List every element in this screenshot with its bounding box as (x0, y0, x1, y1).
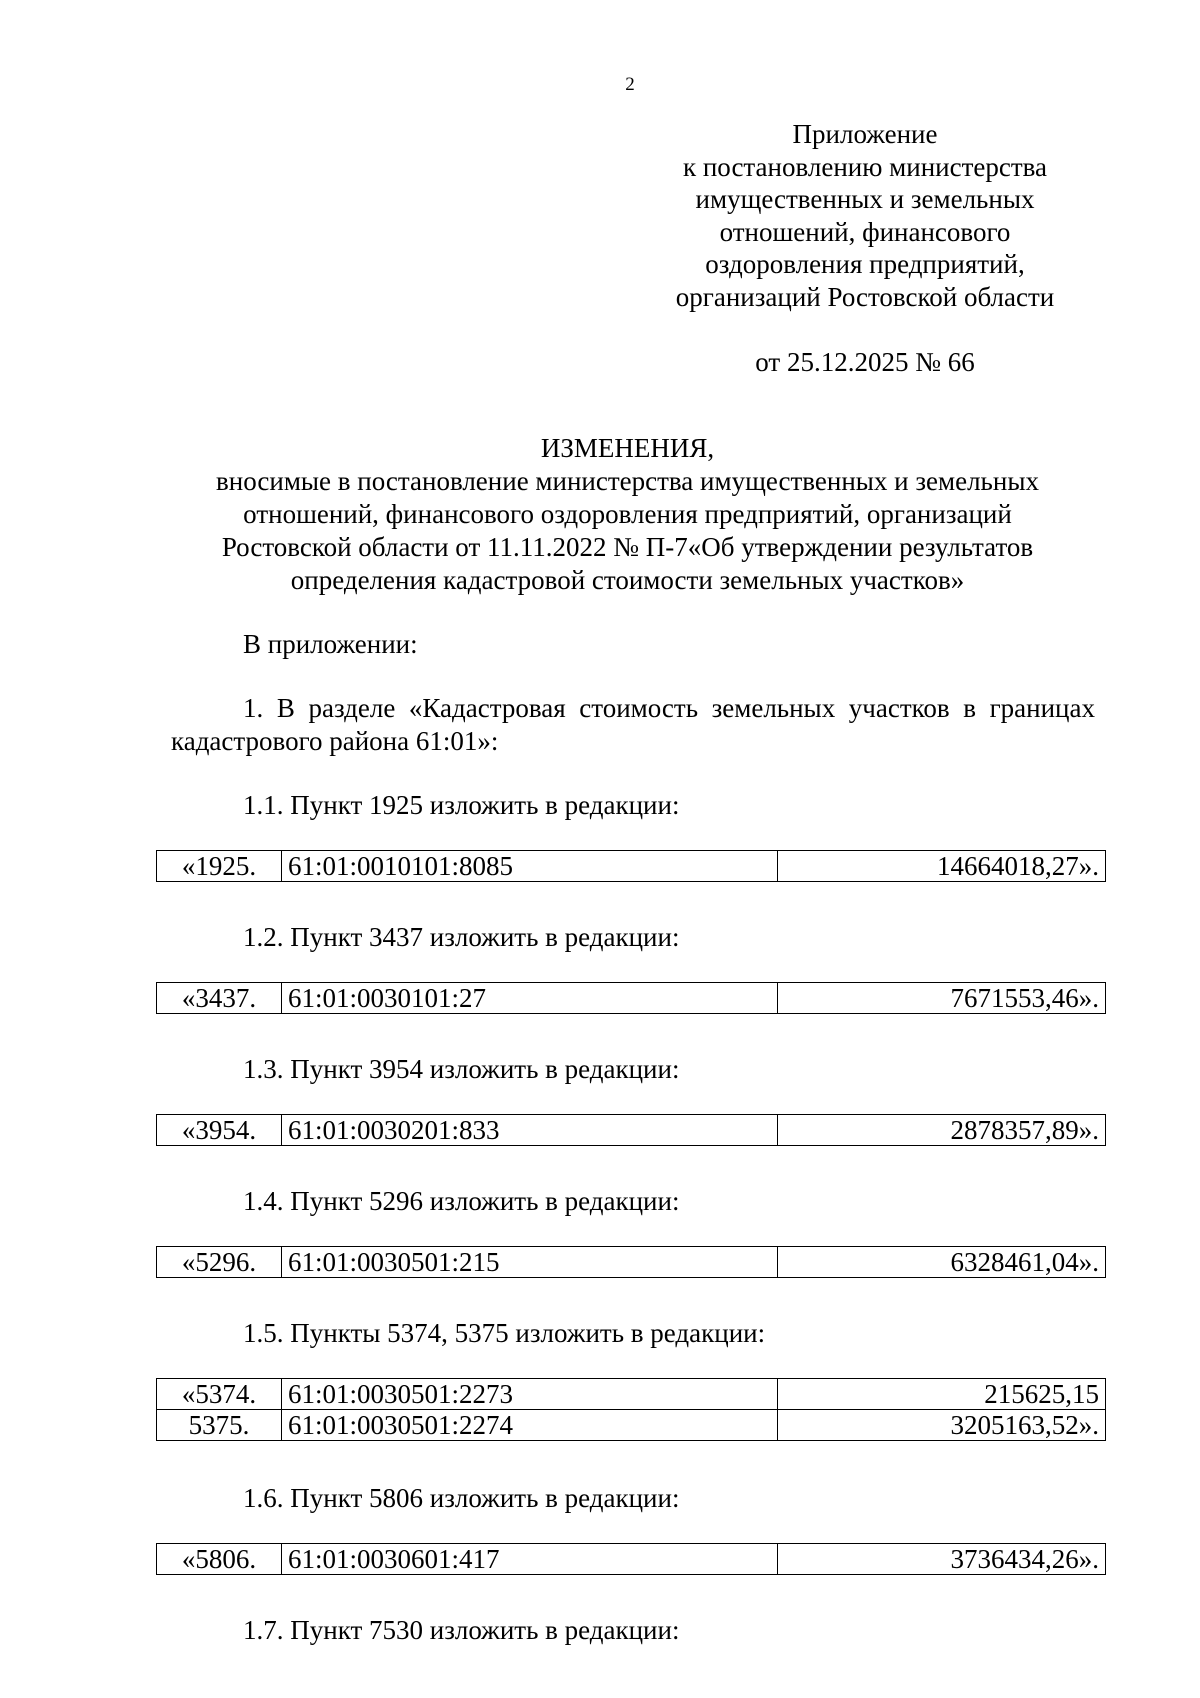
cadastral-number-cell: 61:01:0030101:27 (282, 983, 778, 1014)
entry-table (156, 1114, 1106, 1146)
intro-paragraph: В приложении: (243, 629, 418, 659)
cadastral-number-cell: 61:01:0030501:2273 (282, 1379, 778, 1410)
entry-table (156, 982, 1106, 1014)
cadastral-value-cell: 215625,15 (778, 1379, 1106, 1410)
title-line: определения кадастровой стоимости земельных участков» (290, 565, 965, 595)
cadastral-value-cell: 14664018,27». (778, 851, 1106, 882)
entry-table (156, 1543, 1106, 1575)
item-heading: 1.5. Пункты 5374, 5375 изложить в редакции: (243, 1318, 766, 1348)
cadastral-value-cell: 3736434,26». (778, 1544, 1106, 1575)
item-heading: 1.6. Пункт 5806 изложить в редакции: (243, 1483, 680, 1513)
item-number-cell: «3954. (157, 1115, 282, 1146)
item-number-cell: «3437. (157, 983, 282, 1014)
page-number: 2 (625, 74, 635, 95)
cadastral-value-cell: 2878357,89». (778, 1115, 1106, 1146)
cadastral-value-cell: 7671553,46». (778, 983, 1106, 1014)
cadastral-number-cell: 61:01:0030201:833 (282, 1115, 778, 1146)
item-number-cell: «1925. (157, 851, 282, 882)
section-1-line: 1. В разделе «Кадастровая стоимость земельных участков в границах (243, 693, 1095, 723)
entry-table (156, 850, 1106, 882)
appendix-header (655, 118, 1075, 379)
appendix-line: Приложение (792, 119, 938, 149)
item-heading: 1.7. Пункт 7530 изложить в редакции: (243, 1615, 680, 1645)
appendix-line: оздоровления предприятий, (705, 249, 1025, 279)
cadastral-number-cell: 61:01:0030501:215 (282, 1247, 778, 1278)
table-row (157, 1247, 1106, 1278)
item-heading: 1.2. Пункт 3437 изложить в редакции: (243, 922, 680, 952)
appendix-date: от 25.12.2025 № 66 (755, 347, 975, 377)
section-1-paragraph (171, 692, 1095, 758)
document-title (160, 432, 1095, 597)
cadastral-value-cell: 3205163,52». (778, 1410, 1106, 1441)
table-row (157, 1115, 1106, 1146)
item-number-cell: «5374. (157, 1379, 282, 1410)
table-row (157, 1379, 1106, 1410)
cadastral-number-cell: 61:01:0010101:8085 (282, 851, 778, 882)
appendix-line: к постановлению министерства (682, 151, 1048, 182)
cadastral-number-cell: 61:01:0030501:2274 (282, 1410, 778, 1441)
table-row (157, 1544, 1106, 1575)
item-number-cell: «5806. (157, 1544, 282, 1575)
item-heading: 1.1. Пункт 1925 изложить в редакции: (243, 790, 680, 820)
table-row (157, 851, 1106, 882)
cadastral-number-cell: 61:01:0030601:417 (282, 1544, 778, 1575)
title-heading: ИЗМЕНЕНИЯ, (540, 433, 715, 463)
appendix-line: организаций Ростовской области (675, 281, 1055, 312)
table-row (157, 1410, 1106, 1441)
appendix-line: имущественных и земельных (695, 184, 1035, 214)
item-heading: 1.3. Пункт 3954 изложить в редакции: (243, 1054, 680, 1084)
title-line: Ростовской области от 11.11.2022 № П-7«Об утверждении результатов (221, 532, 1034, 562)
item-number-cell: 5375. (157, 1410, 282, 1441)
entry-table (156, 1378, 1106, 1441)
appendix-line: отношений, финансового (719, 216, 1011, 247)
table-row (157, 983, 1106, 1014)
title-line: отношений, финансового оздоровления предприятий, организаций (243, 499, 1012, 529)
section-1-line: кадастрового района 61:01»: (171, 726, 499, 756)
entry-table (156, 1246, 1106, 1278)
cadastral-value-cell: 6328461,04». (778, 1247, 1106, 1278)
item-heading: 1.4. Пункт 5296 изложить в редакции: (243, 1186, 680, 1216)
title-line: вносимые в постановление министерства имущественных и земельных (216, 466, 1039, 496)
item-number-cell: «5296. (157, 1247, 282, 1278)
